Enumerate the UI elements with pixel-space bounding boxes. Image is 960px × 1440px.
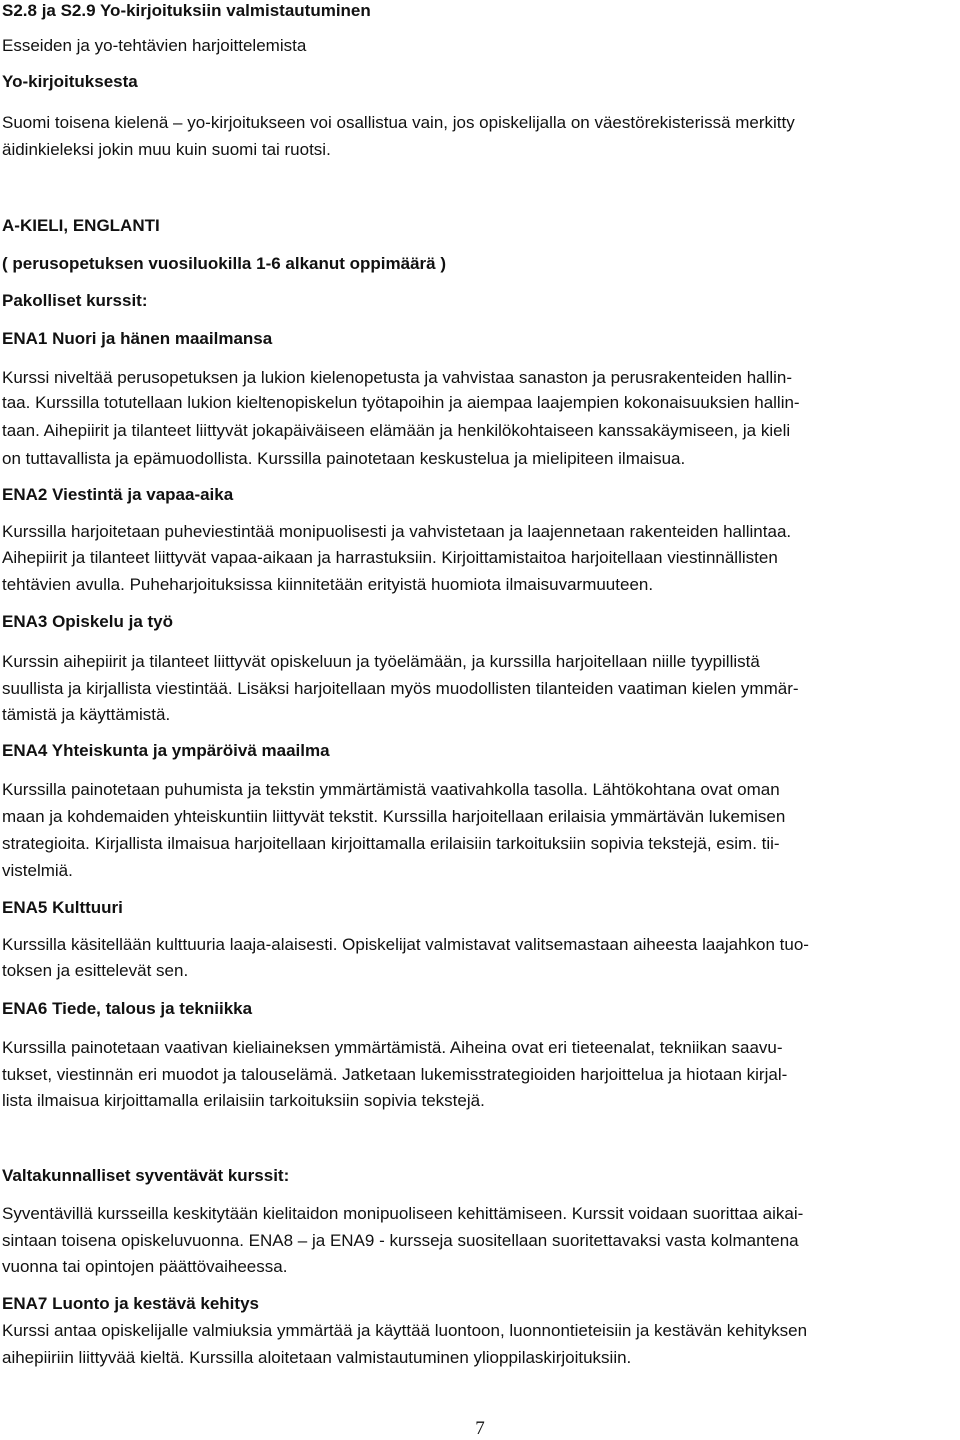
- line-ena2-l2: Aihepiirit ja tilanteet liittyvät vapaa-aikaan ja harrastuksiin. Kirjoittamistaitoa harjoitellaan viestinnällisten: [2, 548, 778, 567]
- line-ena1-l1: Kurssi niveltää perusopetuksen ja lukion kielenopetusta ja vahvistaa sanaston ja perusrakenteiden hallin-: [2, 368, 793, 387]
- line-ena4-l4: vistelmiä.: [2, 861, 73, 880]
- line-perusopetus: ( perusopetuksen vuosiluokilla 1-6 alkanut oppimäärä ): [2, 254, 447, 273]
- line-yo-p1: Suomi toisena kielenä – yo-kirjoitukseen voi osallistua vain, jos opiskelijalla on väestörekisterissä merkitty: [2, 113, 795, 132]
- line-ena6-l1: Kurssilla painotetaan vaativan kieliaineksen ymmärtämistä. Aiheina ovat eri tieteenalat, tekniikan saavu-: [2, 1038, 783, 1057]
- line-pakolliset: Pakolliset kurssit:: [2, 291, 148, 310]
- line-ena2-l3: tehtävien avulla. Puheharjoituksissa kiinnitetään erityistä huomiota ilmaisuvarmuuteen.: [2, 575, 654, 594]
- line-ena7-l1: Kurssi antaa opiskelijalle valmiuksia ymmärtää ja käyttää luontoon, luonnontieteisiin ja kestävän kehityksen: [2, 1321, 808, 1340]
- line-ena4-l1: Kurssilla painotetaan puhumista ja tekstin ymmärtämistä vaativahkolla tasolla. Lähtökohtana ovat oman: [2, 780, 780, 799]
- line-ena5-l1: Kurssilla käsitellään kulttuuria laaja-alaisesti. Opiskelijat valmistavat valitsemastaan aiheesta laajahkon tuo-: [2, 935, 809, 954]
- line-ena6-l2: tukset, viestinnän eri muodot ja talouselämä. Jatketaan lukemisstrategioiden harjoittelua ja hiotaan kirjal-: [2, 1065, 788, 1084]
- line-ena5: ENA5 Kulttuuri: [2, 898, 123, 917]
- line-yo-heading: Yo-kirjoituksesta: [2, 72, 138, 91]
- line-valt-l3: vuonna tai opintojen päättövaiheessa.: [2, 1257, 288, 1276]
- line-ena3: ENA3 Opiskelu ja työ: [2, 612, 173, 631]
- line-ena3-l2: suullista ja kirjallista viestintää. Lisäksi harjoitellaan myös muodollisten tilanteiden vaatiman kielen ymmär-: [2, 679, 799, 698]
- line-ena4-l2: maan ja kohdemaiden yhteiskuntiin liittyvät tekstit. Kurssilla harjoitellaan erilaisia ymmärtävän lukemisen: [2, 807, 786, 826]
- line-ena5-l2: toksen ja esittelevät sen.: [2, 961, 189, 980]
- line-ena1: ENA1 Nuori ja hänen maailmansa: [2, 329, 273, 348]
- line-ena7: ENA7 Luonto ja kestävä kehitys: [2, 1294, 259, 1313]
- line-ena2: ENA2 Viestintä ja vapaa-aika: [2, 485, 234, 504]
- line-ena6-l3: lista ilmaisua kirjoittamalla erilaisiin tarkoituksiin sopivia tekstejä.: [2, 1091, 485, 1110]
- line-ena4-l3: strategioita. Kirjallista ilmaisua harjoitellaan kirjoittamalla erilaisiin tarkoituksiin sopivia tekstejä, esim. tii-: [2, 834, 780, 853]
- line-valt-l1: Syventävillä kursseilla keskitytään kielitaidon monipuoliseen kehittämiseen. Kurssit voidaan suorittaa aikai-: [2, 1204, 804, 1223]
- line-ena6: ENA6 Tiede, talous ja tekniikka: [2, 999, 253, 1018]
- line-ena2-l1: Kurssilla harjoitetaan puheviestintää monipuolisesti ja vahvistetaan ja laajennetaan rakenteiden hallintaa.: [2, 522, 792, 541]
- line-ena3-l3: tämistä ja käyttämistä.: [2, 705, 171, 724]
- line-ena1-l4: on tuttavallista ja epämuodollista. Kurssilla painotetaan keskustelua ja mielipiteen ilmaisua.: [2, 449, 686, 468]
- line-ena1-l2: taa. Kurssilla totutellaan lukion kieltenopiskelun työtapoihin ja aiempaa laajempien kokonaisuuksien hallin-: [2, 393, 800, 412]
- line-ena4: ENA4 Yhteiskunta ja ympäröivä maailma: [2, 741, 330, 760]
- line-ena7-l2: aihepiiriin liittyvää kieltä. Kurssilla aloitetaan valmistautuminen ylioppilaskirjoituksiin.: [2, 1348, 632, 1367]
- line-title: S2.8 ja S2.9 Yo-kirjoituksiin valmistautuminen: [2, 1, 371, 20]
- line-valtakunnalliset: Valtakunnalliset syventävät kurssit:: [2, 1166, 290, 1185]
- page-number: 7: [475, 1418, 485, 1439]
- line-ena3-l1: Kurssin aihepiirit ja tilanteet liittyvät opiskeluun ja työelämään, ja kurssilla harjoitellaan niille tyypillistä: [2, 652, 760, 671]
- line-a-kieli: A-KIELI, ENGLANTI: [2, 216, 160, 235]
- line-subtitle: Esseiden ja yo-tehtävien harjoittelemista: [2, 36, 307, 55]
- line-yo-p2: äidinkieleksi jokin muu kuin suomi tai ruotsi.: [2, 140, 331, 159]
- line-ena1-l3: taan. Aihepiirit ja tilanteet liittyvät jokapäiväiseen elämään ja henkilökohtaiseen kanssakäymiseen, ja kieli: [2, 421, 791, 440]
- line-valt-l2: sintaan toisena opiskeluvuonna. ENA8 – ja ENA9 - kursseja suositellaan suoritettavaksi vasta kolmantena: [2, 1231, 799, 1250]
